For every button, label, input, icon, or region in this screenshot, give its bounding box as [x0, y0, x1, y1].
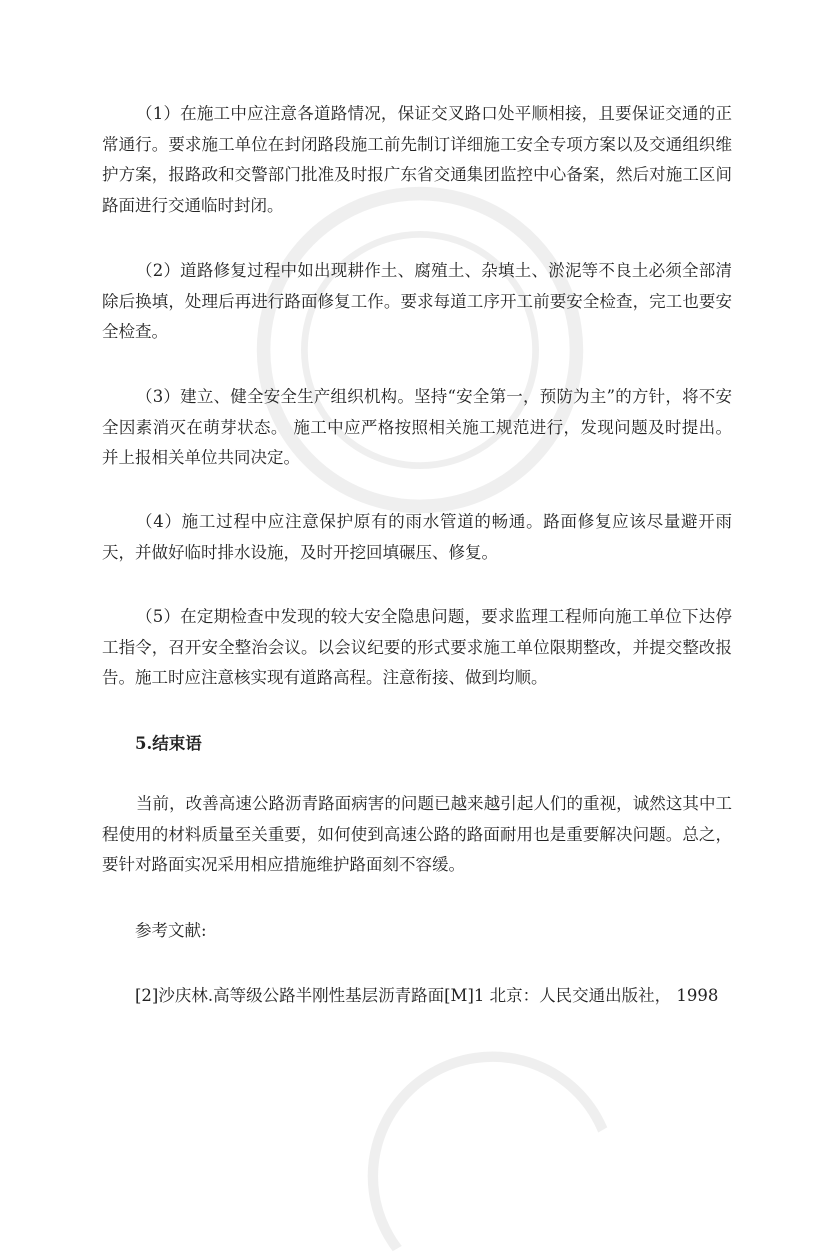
references-label: 参考文献:	[135, 921, 207, 940]
paragraph-4: （4）施工过程中应注意保护原有的雨水管道的畅通。路面修复应该尽量避开雨天，并做好临时排水设施，及时开挖回填碾压、修复。	[102, 512, 732, 562]
paragraph-3: （3）建立、健全安全生产组织机构。坚持“安全第一，预防为主”的方针，将不安全因素消灭在萌芽状态。 施工中应严格按照相关施工规范进行，发现问题及时提出。并上报相关单位共同决定。	[102, 387, 732, 467]
paragraph-1: （1）在施工中应注意各道路情况，保证交叉路口处平顺相接，且要保证交通的正常通行。要求施工单位在封闭路段施工前先制订详细施工安全专项方案以及交通组织维护方案，报路政和交警部门批准及时报广东省交通集团监控中心备案，然后对施工区间路面进行交通临时封闭。	[102, 104, 732, 215]
reference-item: [2]沙庆林.高等级公路半刚性基层沥青路面[M]1 北京：人民交通出版社， 1998	[135, 986, 719, 1005]
watermark-logo-bottom	[307, 986, 612, 1254]
paragraph-5: （5）在定期检查中发现的较大安全隐患问题，要求监理工程师向施工单位下达停工指令，召开安全整治会议。以会议纪要的形式要求施工单位限期整改，并提交整改报告。施工时应注意核实现有道路高程。注意衔接、做到均顺。	[102, 607, 732, 687]
paragraph-2: （2）道路修复过程中如出现耕作土、腐殖土、杂填土、淤泥等不良土必须全部清除后换填，处理后再进行路面修复工作。要求每道工序开工前要安全检查，完工也要安全检查。	[102, 261, 732, 341]
section-heading: 5.结束语	[135, 734, 202, 753]
conclusion-paragraph: 当前，改善高速公路沥青路面病害的问题已越来越引起人们的重视，诚然这其中工程使用的材料质量至关重要，如何使到高速公路的路面耐用也是重要解决问题。总之，要针对路面实况采用相应措施维护路面刻不容缓。	[102, 794, 732, 874]
